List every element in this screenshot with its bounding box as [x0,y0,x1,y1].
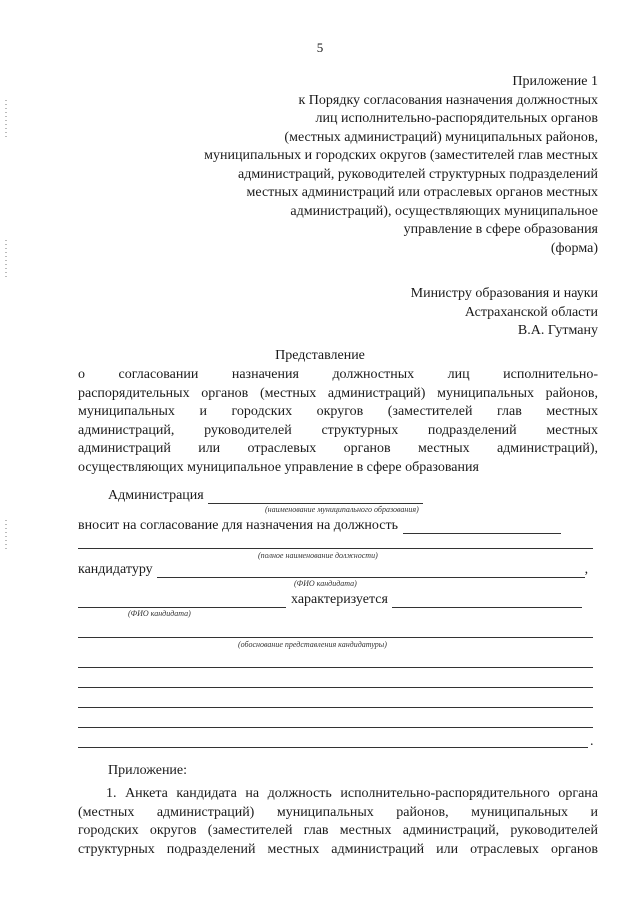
document-subject [78,366,598,477]
characterization-row [78,592,582,608]
appendix-line: местных администраций или отраслевых органов местных [246,185,598,200]
justification-line[interactable] [78,707,593,708]
attachment-line: (местных администраций) муниципальных районов, муниципальных и [78,804,598,820]
subject-line: администраций, руководителей структурных подразделений местных [78,422,598,438]
justification-line[interactable] [78,637,593,638]
subject-line: осуществляющих муниципальное управление в сфере образования [78,459,479,475]
administration-label: Администрация [108,488,204,503]
left-margin-binding-marks [5,100,7,140]
characterized-label: характеризуется [291,592,388,607]
attachments-label: Приложение: [108,763,188,778]
position-field-start[interactable] [403,519,561,534]
addressee-line: Астраханской области [464,304,598,320]
candidacy-label: кандидатуру [78,562,153,577]
administration-row [108,488,423,504]
characterization-field[interactable] [392,593,582,608]
addressee-line: Министру образования и науки [410,286,598,301]
candidacy-comma: , [584,562,589,577]
appendix-line: администраций), осуществляющих муниципальное [290,203,598,219]
candidate-caption: (ФИО кандидата) [294,579,357,588]
attachment-item [78,785,598,859]
addressee-block [298,285,598,341]
appendix-line: администраций, руководителей структурных подразделений [237,166,598,182]
subject-line: администраций или отраслевых органов местных администраций), [78,441,598,456]
appendix-header [158,73,598,258]
subject-line: распорядительных органов (местных администраций) муниципальных районов, [78,385,598,401]
document-title: Представление [275,348,365,363]
appendix-line: лиц исполнительно-распорядительных органов [315,111,598,126]
left-margin-binding-marks [5,240,7,280]
justification-line[interactable] [78,667,593,668]
candidate-caption-2: (ФИО кандидата) [128,609,191,618]
appendix-line: (форма) [550,240,598,256]
appendix-line: муниципальных и городских округов (заместителей глав местных [204,148,598,163]
appendix-line: Приложение 1 [512,74,598,89]
appendix-line: к Порядку согласования назначения должностных [298,92,598,108]
position-caption: (полное наименование должности) [258,551,378,560]
justification-line[interactable] [78,687,593,688]
justification-line[interactable] [78,727,593,728]
appendix-line: управление в сфере образования [403,222,598,237]
page-number: 5 [316,40,324,55]
subject-line: о согласовании назначения должностных лиц исполнительно- [78,367,598,382]
candidate-name-field[interactable] [157,563,585,578]
submission-label: вносит на согласование для назначения на должность [78,518,398,533]
candidacy-row [78,562,588,578]
addressee-line: В.А. Гутману [517,323,598,338]
position-field[interactable] [78,548,593,549]
justification-caption: (обоснование представления кандидатуры) [238,640,387,649]
candidate-name-field-2[interactable] [78,593,286,608]
final-period: . [590,734,594,749]
attachment-line: 1. Анкета кандидата на должность исполнительно-распорядительного органа [106,786,598,801]
submission-row [78,518,561,534]
justification-line[interactable] [78,747,588,748]
administration-caption: (наименование муниципального образования) [265,505,419,514]
attachment-line: городских округов (заместителей глав местных администраций, руководителей [78,823,598,838]
attachment-line: структурных подразделений местных администраций или отраслевых органов [78,841,598,857]
left-margin-binding-marks [5,520,7,550]
appendix-line: (местных администраций) муниципальных районов, [284,129,598,145]
subject-line: муниципальных и городских округов (заместителей глав местных [78,404,598,419]
administration-field[interactable] [208,489,423,504]
